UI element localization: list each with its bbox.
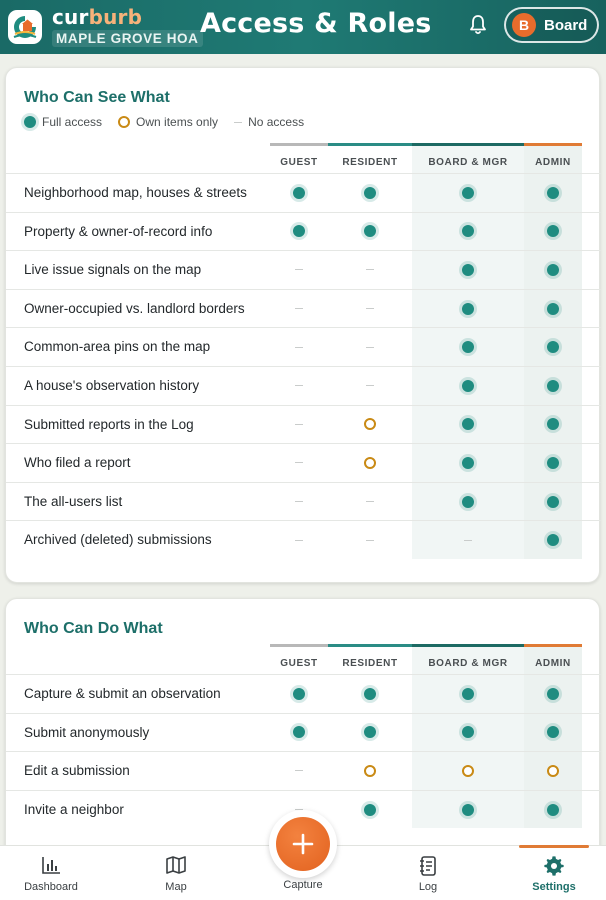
nav-log-label: Log [418,881,438,893]
cell-admin [524,251,582,289]
table-row [6,250,601,289]
legend-full [24,115,102,129]
full-access-dot-icon [24,116,36,128]
cell-board-mgr [412,791,524,829]
cell-guest [270,290,328,328]
cell-guest [270,521,328,559]
table-row [6,327,601,366]
cell-guest [270,251,328,289]
capture-ring [269,810,337,878]
full-access-dot-icon [462,726,474,738]
cell-resident [328,251,412,289]
legend [24,115,320,129]
nav-dashboard[interactable] [6,846,96,900]
legend-none-label: No access [248,115,305,129]
legend-full-label: Full access [42,115,103,129]
cell-resident [328,213,412,251]
row-label: Live issue signals on the map [24,262,202,278]
cell-board-mgr [412,251,524,289]
full-access-dot-icon [547,303,559,315]
no-access-dash-icon [366,347,374,348]
full-access-dot-icon [293,688,305,700]
cell-admin [524,483,582,521]
cell-guest [270,367,328,405]
cell-board-mgr [412,406,524,444]
col-board-mgr: BOARD & MGR [412,143,524,173]
capture-button[interactable] [276,817,330,871]
nav-map[interactable] [131,846,221,900]
no-access-dash-icon [366,308,374,309]
brand-suffix: burb [88,4,143,29]
cell-resident [328,675,412,713]
table-row [6,405,601,444]
brand-name [52,4,203,29]
col-board-mgr: BOARD & MGR [412,644,524,674]
cell-resident [328,791,412,829]
cell-guest [270,213,328,251]
section-title: Who Can Do What [24,620,163,637]
cell-guest [270,444,328,482]
table-row [6,173,601,212]
full-access-dot-icon [364,688,376,700]
cell-resident [328,406,412,444]
bell-icon[interactable] [466,13,490,37]
cell-resident [328,714,412,752]
table-row [6,520,601,559]
full-access-dot-icon [462,804,474,816]
cell-board-mgr [412,444,524,482]
cell-resident [328,444,412,482]
plus-icon [291,832,315,856]
cell-board-mgr [412,521,524,559]
no-access-dash-icon [366,269,374,270]
own-items-ring-icon [118,116,130,128]
table-row [6,212,601,251]
full-access-dot-icon [462,341,474,353]
avatar: B [512,13,536,37]
row-label: Submitted reports in the Log [24,416,194,432]
no-access-dash-icon [295,424,303,425]
full-access-dot-icon [547,264,559,276]
full-access-dot-icon [547,380,559,392]
col-guest: GUEST [270,644,328,674]
app-header [0,0,606,54]
full-access-dot-icon [293,187,305,199]
section-title: Who Can See What [24,89,170,106]
own-items-ring-icon [364,765,376,777]
cell-admin [524,791,582,829]
nav-settings[interactable] [509,846,599,900]
see-rows [6,173,601,559]
table-row [6,713,601,752]
notebook-icon [417,855,439,877]
cell-admin [524,675,582,713]
cell-admin [524,213,582,251]
cell-resident [328,174,412,212]
full-access-dot-icon [547,341,559,353]
cell-admin [524,290,582,328]
no-access-dash-icon [234,122,242,123]
nav-settings-label: Settings [532,881,576,893]
role-switcher[interactable] [504,7,599,43]
full-access-dot-icon [547,726,559,738]
cell-admin [524,406,582,444]
cell-board-mgr [412,752,524,790]
cell-resident [328,328,412,366]
capture-fab[interactable] [268,810,338,900]
row-label: Who filed a report [24,455,131,471]
own-items-ring-icon [364,457,376,469]
row-label: Neighborhood map, houses & streets [24,185,247,200]
full-access-dot-icon [547,187,559,199]
no-access-dash-icon [464,540,472,541]
cell-board-mgr [412,290,524,328]
table-row [6,366,601,405]
cell-admin [524,174,582,212]
row-label: Capture & submit an observation [24,686,221,701]
nav-dashboard-label: Dashboard [24,881,78,893]
cell-guest [270,752,328,790]
no-access-dash-icon [295,347,303,348]
cell-guest [270,174,328,212]
full-access-dot-icon [462,418,474,430]
full-access-dot-icon [293,225,305,237]
cell-guest [270,406,328,444]
do-matrix [6,644,601,828]
cell-admin [524,367,582,405]
cell-admin [524,752,582,790]
full-access-dot-icon [547,457,559,469]
cell-resident [328,290,412,328]
full-access-dot-icon [364,804,376,816]
row-label: Archived (deleted) submissions [24,532,212,548]
full-access-dot-icon [462,303,474,315]
brand-block [52,4,203,48]
nav-log[interactable] [383,846,473,900]
column-headers [6,644,601,674]
full-access-dot-icon [462,457,474,469]
full-access-dot-icon [364,187,376,199]
hoa-name: MAPLE GROVE HOA [52,30,203,48]
full-access-dot-icon [547,804,559,816]
cell-board-mgr [412,367,524,405]
full-access-dot-icon [462,187,474,199]
col-resident: RESIDENT [328,143,412,173]
full-access-dot-icon [293,726,305,738]
cell-board-mgr [412,328,524,366]
page-title: Access & Roles [200,8,432,39]
cell-resident [328,367,412,405]
full-access-dot-icon [462,264,474,276]
own-items-ring-icon [547,765,559,777]
col-admin: ADMIN [524,143,582,173]
cell-board-mgr [412,675,524,713]
bar-chart-icon [40,855,62,875]
column-headers [6,143,601,173]
legend-none [234,115,304,129]
row-label: Property & owner-of-record info [24,223,213,239]
gear-icon [543,855,565,877]
row-label: Submit anonymously [24,724,150,740]
no-access-dash-icon [366,501,374,502]
row-label: Invite a neighbor [24,801,124,817]
table-row [6,674,601,713]
role-label: Board [544,16,588,34]
no-access-dash-icon [366,385,374,386]
full-access-dot-icon [462,688,474,700]
cell-resident [328,483,412,521]
cell-board-mgr [412,213,524,251]
table-row [6,443,601,482]
full-access-dot-icon [547,534,559,546]
cell-resident [328,521,412,559]
cell-board-mgr [412,714,524,752]
legend-own-label: Own items only [136,115,219,129]
curburb-logo-icon [11,13,39,41]
cell-admin [524,328,582,366]
cell-resident [328,752,412,790]
legend-own [118,115,218,129]
row-label: The all-users list [24,493,123,509]
cell-guest [270,675,328,713]
no-access-dash-icon [295,462,303,463]
full-access-dot-icon [462,496,474,508]
cell-board-mgr [412,174,524,212]
no-access-dash-icon [295,385,303,386]
see-matrix [6,143,601,559]
col-admin: ADMIN [524,644,582,674]
do-rows [6,674,601,828]
row-label: Common-area pins on the map [24,339,211,355]
col-resident: RESIDENT [328,644,412,674]
full-access-dot-icon [547,418,559,430]
map-icon [165,855,187,875]
row-label: Edit a submission [24,763,130,779]
full-access-dot-icon [547,688,559,700]
app-logo[interactable] [8,10,42,44]
full-access-dot-icon [462,225,474,237]
full-access-dot-icon [462,380,474,392]
cell-admin [524,521,582,559]
own-items-ring-icon [364,418,376,430]
row-label: Owner-occupied vs. landlord borders [24,300,245,316]
col-guest: GUEST [270,143,328,173]
no-access-dash-icon [295,540,303,541]
table-row [6,482,601,521]
cell-admin [524,714,582,752]
full-access-dot-icon [547,496,559,508]
see-permissions-card [5,67,600,583]
cell-guest [270,328,328,366]
cell-admin [524,444,582,482]
full-access-dot-icon [364,225,376,237]
no-access-dash-icon [295,308,303,309]
full-access-dot-icon [547,225,559,237]
no-access-dash-icon [295,269,303,270]
no-access-dash-icon [295,770,303,771]
nav-capture-label: Capture [283,879,323,891]
nav-map-label: Map [165,881,187,893]
no-access-dash-icon [366,540,374,541]
cell-guest [270,714,328,752]
table-row [6,289,601,328]
no-access-dash-icon [295,501,303,502]
cell-board-mgr [412,483,524,521]
own-items-ring-icon [462,765,474,777]
brand-prefix: cur [52,4,89,29]
table-row [6,751,601,790]
cell-guest [270,483,328,521]
row-label: A house's observation history [24,377,200,393]
full-access-dot-icon [364,726,376,738]
